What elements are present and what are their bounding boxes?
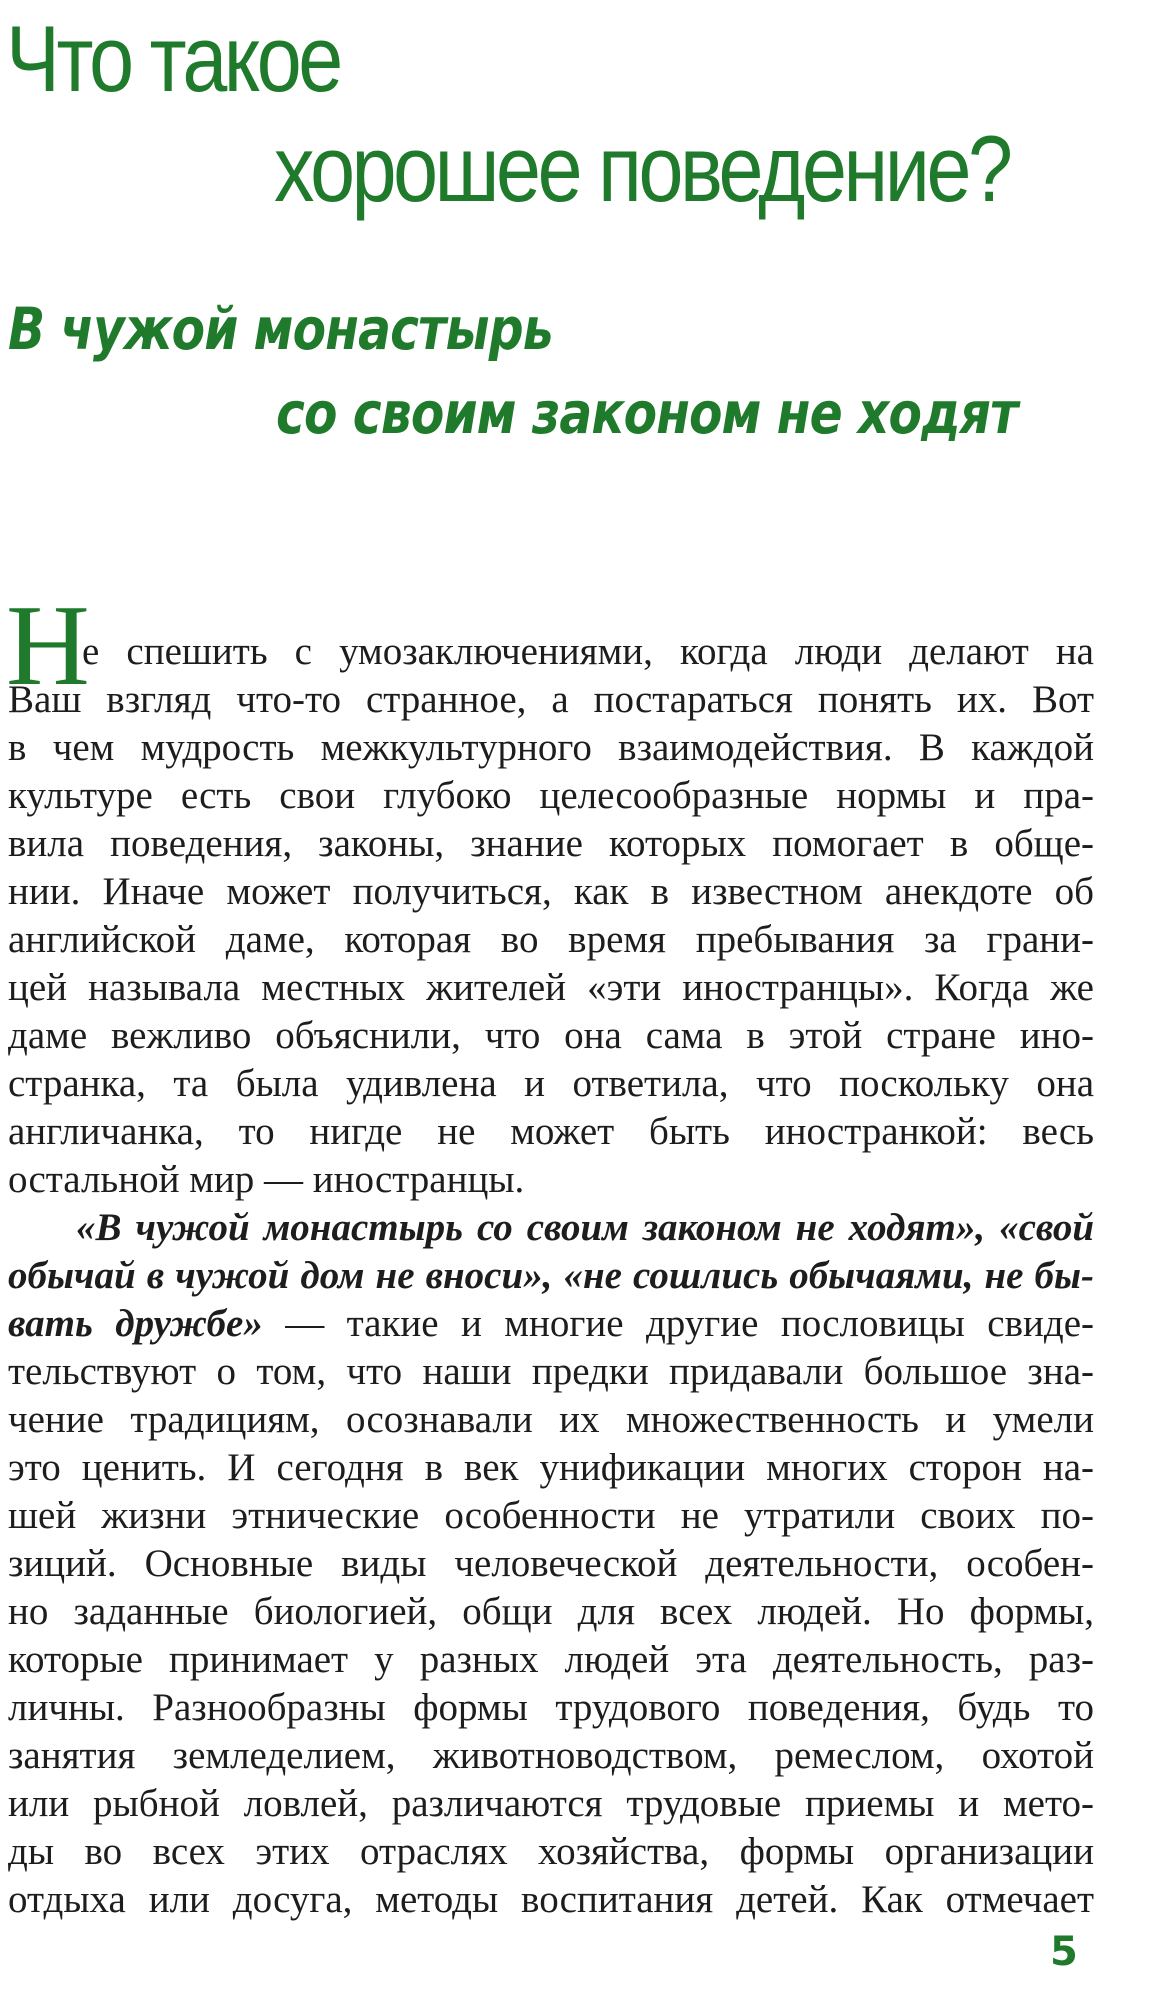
body-line: Ваш взгляд что-то странное, а постараться понять их. Вот [8, 678, 1094, 721]
body-text: — такие и многие другие пословицы свиде- [262, 1302, 1094, 1345]
body-line: культуре есть свои глубоко целесообразные нормы и пра- [8, 774, 1094, 817]
body-line: которые принимает у разных людей эта деятельность, раз- [8, 1638, 1094, 1681]
page-number: 5 [1050, 1929, 1078, 1975]
body-line [8, 1252, 1094, 1300]
proverb-quote: «не сошлись обычаями, не бы- [563, 1254, 1095, 1297]
chapter-title-line-1: Что такое [6, 6, 340, 111]
body-line: вила поведения, законы, знание которых помогает в обще- [8, 822, 1094, 865]
body-line: даме вежливо объяснили, что она сама в этой стране ино- [8, 1014, 1094, 1057]
chapter-title-line-2: хорошее поведение? [274, 116, 1010, 221]
section-subtitle-line-2: со своим законом не ходят [276, 379, 1018, 447]
body-line: странка, та была удивлена и ответила, что поскольку она [8, 1062, 1094, 1105]
body-line [76, 1204, 1094, 1252]
body-line: тельствуют о том, что наши предки придавали большое зна- [8, 1350, 1094, 1393]
body-line: нии. Иначе может получиться, как в известном анекдоте об [8, 870, 1094, 913]
proverb-quote: обычай в чужой дом не вноси», [8, 1254, 553, 1297]
body-line: чение традициям, осознавали их множественность и умели [8, 1398, 1094, 1441]
proverb-quote: «В чужой монастырь со своим законом не ходят», [76, 1206, 986, 1249]
body-line: остальной мир — иностранцы. [8, 1158, 525, 1201]
proverb-quote: «свой [999, 1206, 1095, 1249]
body-line: англичанка, то нигде не может быть иностранкой: весь [8, 1110, 1094, 1153]
body-line: цей называла местных жителей «эти иностранцы». Когда же [8, 966, 1094, 1009]
body-line: английской даме, которая во время пребывания за грани- [8, 918, 1094, 961]
body-line: в чем мудрость межкультурного взаимодействия. В каждой [8, 726, 1094, 769]
body-line: шей жизни этнические особенности не утратили своих по- [8, 1494, 1094, 1537]
body-line: зиций. Основные виды человеческой деятельности, особен- [8, 1542, 1094, 1585]
body-line: ды во всех этих отраслях хозяйства, формы организации [8, 1830, 1094, 1873]
body-line: занятия земледелием, животноводством, ремеслом, охотой [8, 1734, 1094, 1777]
body-line: отдыха или досуга, методы воспитания детей. Как отмечает [8, 1878, 1094, 1921]
body-line: но заданные биологией, общи для всех людей. Но формы, [8, 1590, 1094, 1633]
body-line: е спешить с умозаключениями, когда люди делают на [82, 630, 1094, 673]
section-subtitle-line-1: В чужой монастырь [8, 295, 553, 363]
proverb-quote: вать дружбе» [8, 1302, 263, 1345]
drop-cap: Н [6, 582, 90, 710]
body-line: личны. Разнообразны формы трудового поведения, будь то [8, 1686, 1094, 1729]
body-line: или рыбной ловлей, различаются трудовые приемы и мето- [8, 1782, 1094, 1825]
body-line: это ценить. И сегодня в век унификации многих сторон на- [8, 1446, 1094, 1489]
body-line [8, 1300, 1094, 1348]
